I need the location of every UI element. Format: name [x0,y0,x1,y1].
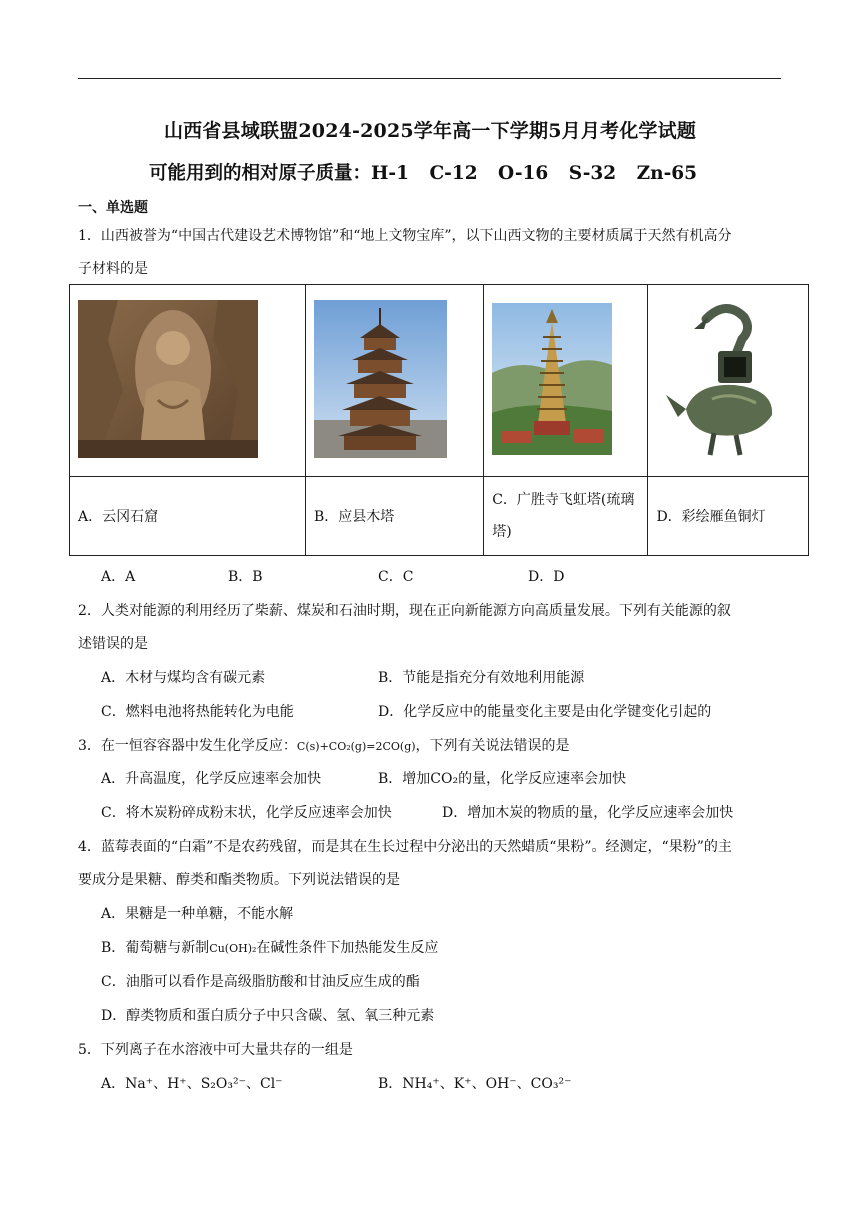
atomic-mass-h: 可能用到的相对原子质量：H-1 [148,163,409,184]
cell-feihong [484,285,648,477]
q1-option-c: C．C [378,569,414,585]
q3-option-d: D．增加木炭的物质的量，化学反应速率会加快 [442,805,734,821]
q3-stem-suffix: ，下列有关说法错误的是 [415,738,570,754]
section-heading: 一、单选题 [78,200,148,216]
header-rule [78,78,781,79]
q4-stem-line2: 要成分是果糖、醇类和酯类物质。下列说法错误的是 [78,872,400,888]
q1-stem-line1: 1．山西被誉为“中国古代建设艺术博物馆”和“地上文物宝库”，以下山西文物的主要材质属于天然有机高分 [78,228,732,244]
caption-c-text-2: 塔) [492,524,512,540]
caption-d [648,477,809,556]
q3-option-b-post: 的量，化学反应速率会加快 [458,771,627,787]
q2-option-a: A．木材与煤均含有碳元素 [101,670,266,686]
q3-option-b-chem: CO₂ [430,771,459,787]
bronze-goose-fish-lamp-image [656,299,786,459]
yingxian-wooden-pagoda-image [314,300,447,458]
q1-option-b: B．B [228,569,263,585]
q2-option-c: C．燃料电池将热能转化为电能 [101,704,294,720]
atomic-masses [0,159,860,185]
atomic-mass-zn: Zn-65 [636,163,698,184]
q5-option-b: B．NH₄⁺、K⁺、OH⁻、CO₃²⁻ [378,1076,572,1092]
caption-a-text: A．云冈石窟 [78,509,159,525]
cell-yungang [70,285,306,477]
atomic-mass-o: O-16 [498,163,549,184]
yungang-grottoes-image [78,300,258,458]
atomic-mass-c: C-12 [429,163,478,184]
q1-image-table [69,284,809,556]
q2-stem-line1: 2．人类对能源的利用经历了柴薪、煤炭和石油时期，现在正向新能源方向高质量发展。下列有关能源的叙 [78,603,731,619]
q2-option-b: B．节能是指充分有效地利用能源 [378,670,585,686]
q4-option-b-chem: Cu(OH)₂ [209,942,257,955]
caption-a [70,477,306,556]
q4-option-b-post: 在碱性条件下加热能发生反应 [256,940,439,956]
caption-d-text: D．彩绘雁鱼铜灯 [656,509,766,525]
atomic-mass-s: S-32 [568,163,617,184]
q1-option-d: D．D [528,569,565,585]
caption-c [484,477,648,556]
caption-c-text-1: C．广胜寺飞虹塔(琉璃 [492,492,635,508]
q3-stem [78,735,570,755]
q5-option-a: A．Na⁺、H⁺、S₂O₃²⁻、Cl⁻ [101,1076,283,1092]
q3-equation: C(s)+CO₂(g)=2CO(g) [296,740,416,753]
q2-stem-line2: 述错误的是 [78,636,148,652]
q4-option-c: C．油脂可以看作是高级脂肪酸和甘油反应生成的酯 [101,974,420,990]
cell-bronze-lamp [648,285,809,477]
q3-option-c: C．将木炭粉碎成粉末状，化学反应速率会加快 [101,805,392,821]
q4-option-d: D．醇类物质和蛋白质分子中只含碳、氢、氧三种元素 [101,1008,435,1024]
q2-option-d: D．化学反应中的能量变化主要是由化学键变化引起的 [378,704,712,720]
feihong-pagoda-image [492,303,612,455]
q3-option-a: A．升高温度，化学反应速率会加快 [101,771,322,787]
exam-title: 山西省县域联盟2024-2025学年高一下学期5月月考化学试题 [163,120,697,142]
q3-stem-prefix: 3．在一恒容容器中发生化学反应： [78,738,297,754]
q1-option-a: A．A [101,569,136,585]
caption-b-text: B．应县木塔 [313,509,395,525]
q4-stem-line1: 4．蓝莓表面的“白霜”不是农药残留，而是其在生长过程中分泌出的天然蜡质“果粉”。经测定，“果粉”的主 [78,839,732,855]
q4-option-b [101,937,438,957]
q5-stem: 5．下列离子在水溶液中可大量共存的一组是 [78,1042,353,1058]
q3-option-b [378,768,626,788]
caption-b [305,477,483,556]
cell-yingxian [305,285,483,477]
q4-option-b-pre: B．葡萄糖与新制 [101,940,210,956]
q4-option-a: A．果糖是一种单糖，不能水解 [101,906,294,922]
q1-stem-line2: 子材料的是 [78,261,148,277]
q3-option-b-pre: B．增加 [378,771,431,787]
